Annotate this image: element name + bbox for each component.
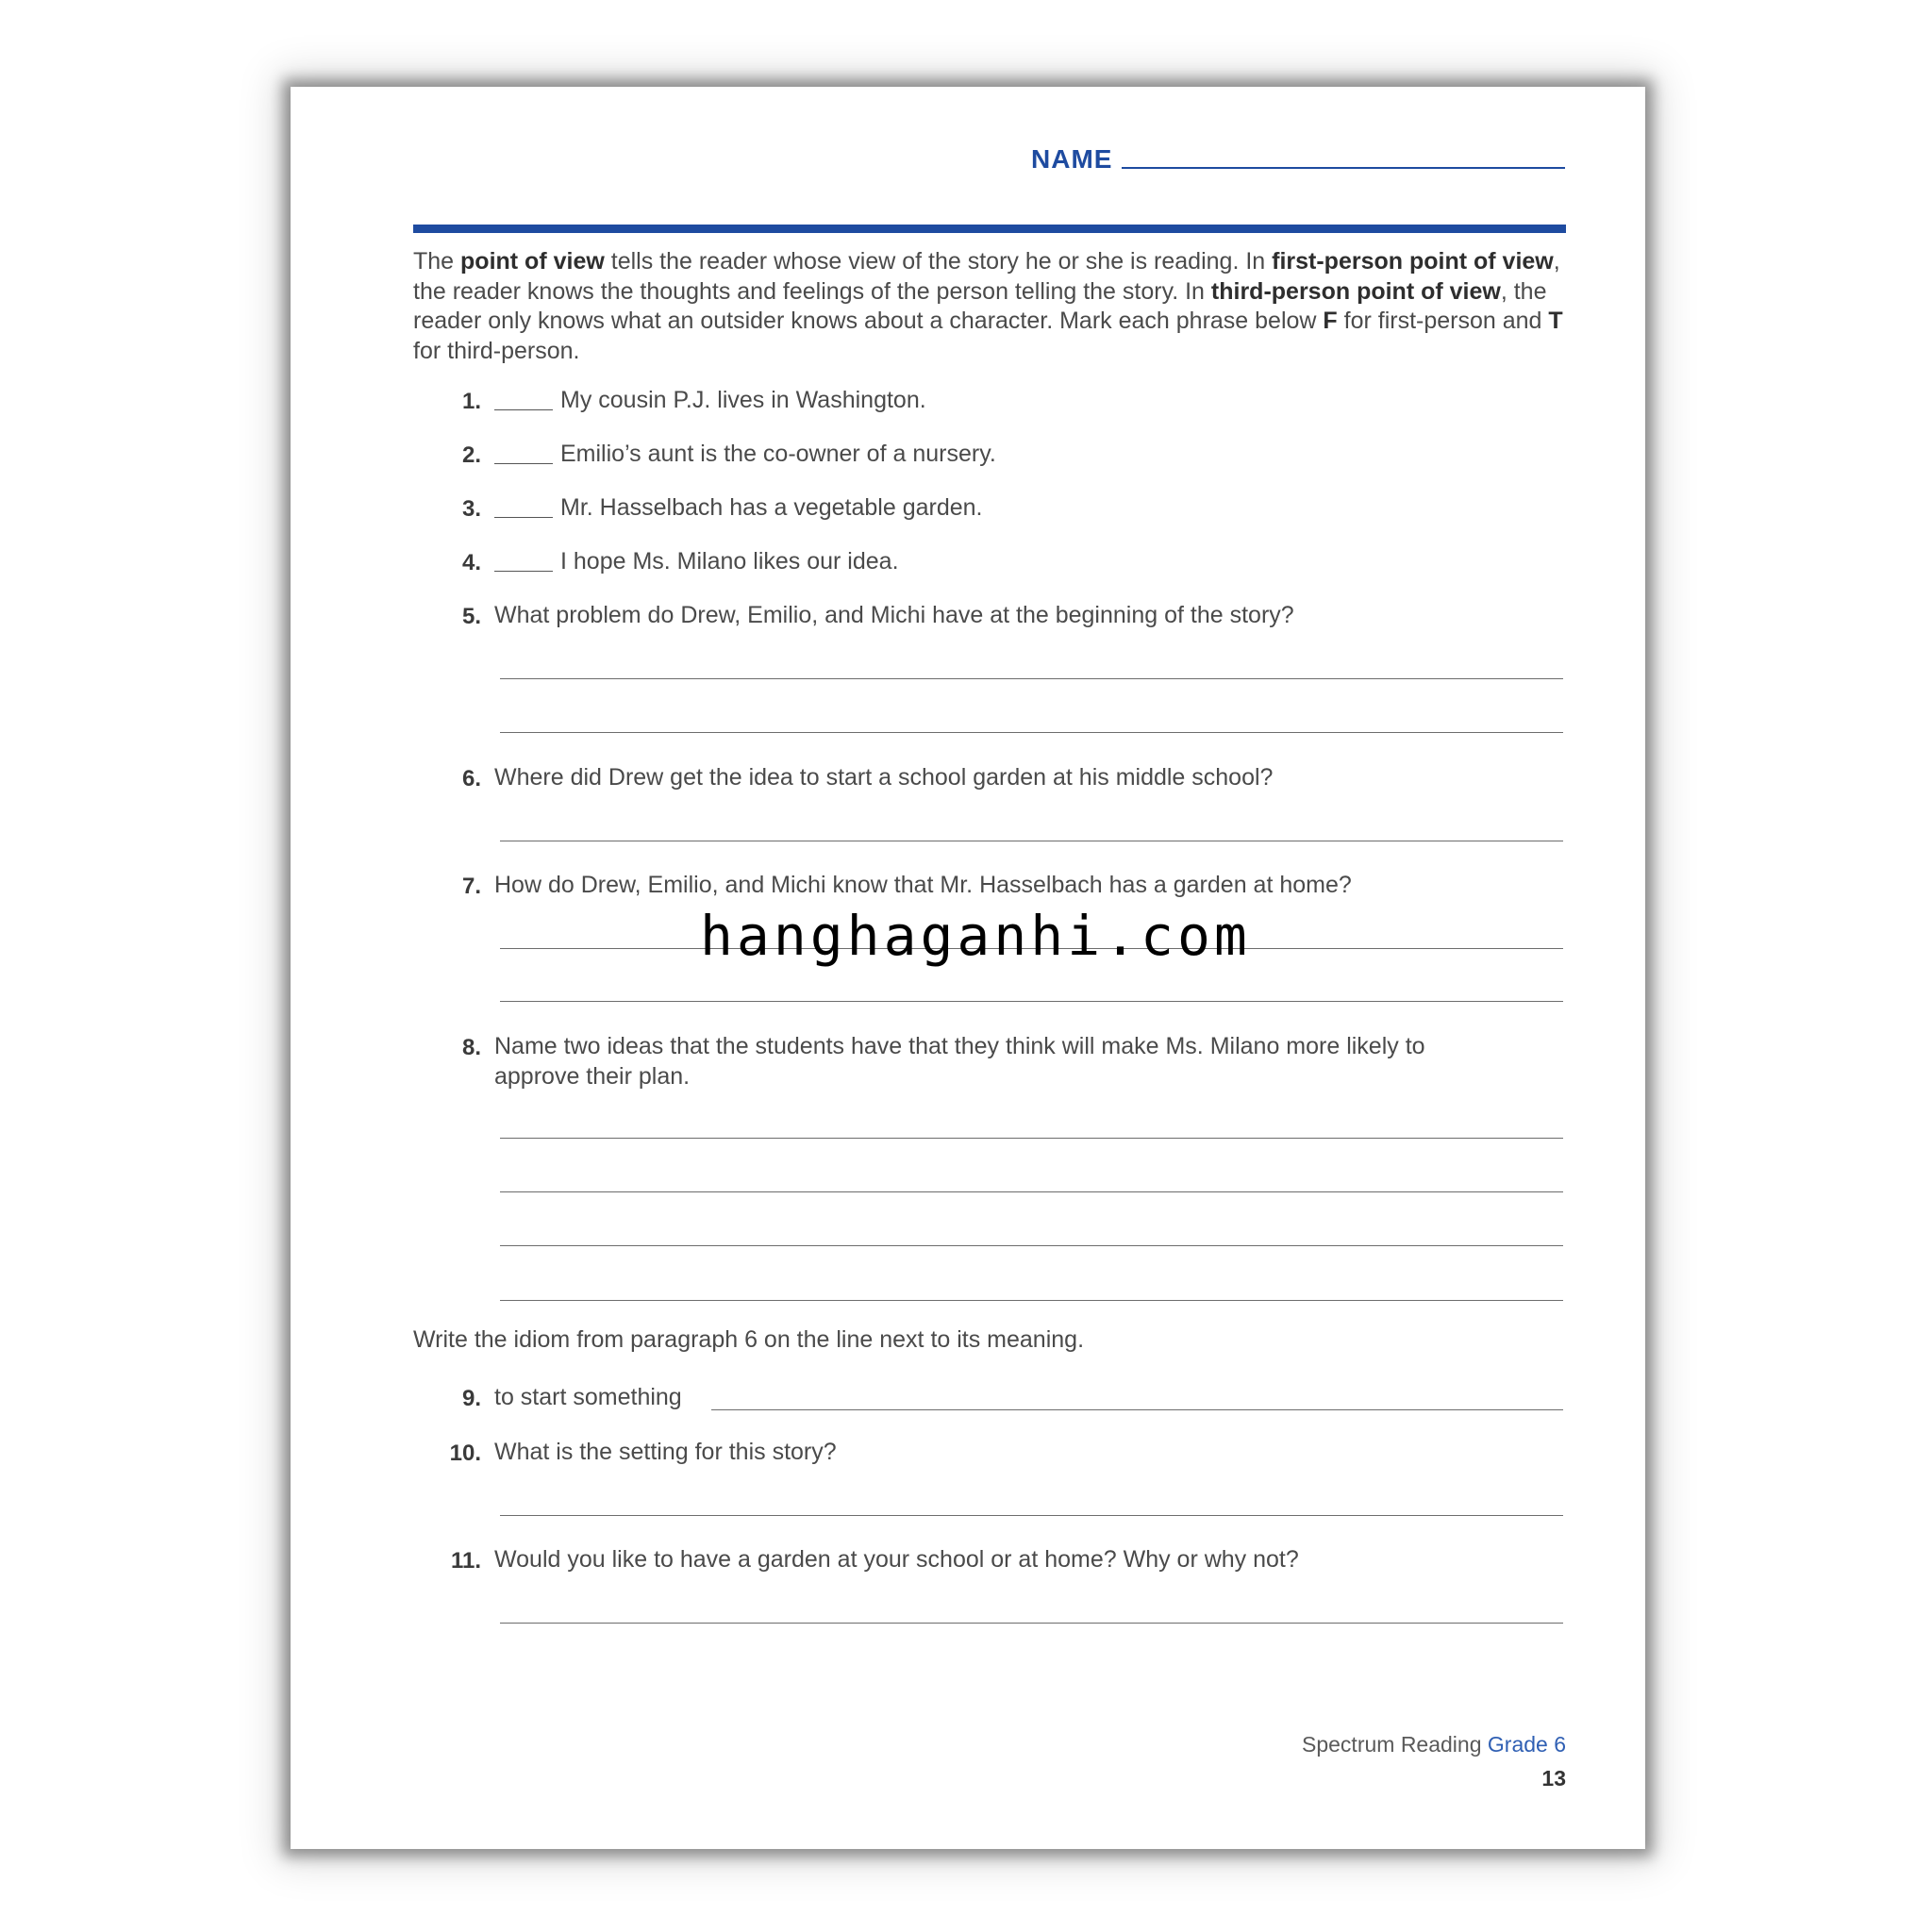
question-number: 9. — [461, 1386, 481, 1411]
name-label: NAME — [1031, 144, 1113, 174]
answer-blank[interactable] — [494, 409, 553, 410]
idiom-instruction: Write the idiom from paragraph 6 on the line next to its meaning. — [413, 1326, 1085, 1353]
answer-line[interactable] — [500, 732, 1563, 733]
question-number: 4. — [461, 550, 481, 575]
answer-line[interactable] — [500, 1623, 1563, 1624]
answer-line[interactable] — [500, 1245, 1563, 1246]
answer-line[interactable] — [500, 678, 1563, 679]
question-number: 3. — [461, 496, 481, 522]
answer-line[interactable] — [500, 1515, 1563, 1516]
question-text: My cousin P.J. lives in Washington. — [494, 386, 926, 416]
question-number: 6. — [461, 766, 481, 791]
header-rule — [413, 225, 1566, 233]
watermark: hanghaganhi.com — [700, 904, 1251, 968]
question-number: 8. — [461, 1035, 481, 1060]
answer-line[interactable] — [500, 1191, 1563, 1192]
question-text: What is the setting for this story? — [494, 1439, 837, 1465]
name-field — [1031, 144, 1565, 175]
answer-blank[interactable] — [494, 571, 553, 572]
answer-line[interactable] — [500, 1001, 1563, 1002]
answer-line[interactable] — [711, 1409, 1563, 1410]
question-text: Would you like to have a garden at your school or at home? Why or why not? — [494, 1546, 1299, 1573]
question-text: Name two ideas that the students have that they think will make Ms. Milano more likely to approve their plan. — [494, 1033, 1425, 1090]
answer-line[interactable] — [500, 1138, 1563, 1139]
footer-brand: Spectrum Reading Grade 6 — [1302, 1732, 1566, 1757]
answer-line[interactable] — [500, 1300, 1563, 1301]
question-text: Emilio’s aunt is the co-owner of a nursery. — [494, 440, 996, 470]
answer-blank[interactable] — [494, 517, 553, 518]
question-number: 5. — [461, 604, 481, 629]
intro-paragraph: The point of view tells the reader whose view of the story he or she is reading. In first-person point of view, the reader knows the thoughts and feelings of the person telling the story. In third-person point of view, the reader only knows what an outsider knows about a character. Mark each phrase below F for first-person and T for third-person. — [413, 248, 1563, 364]
answer-blank[interactable] — [494, 463, 553, 464]
page-number: 13 — [1541, 1766, 1566, 1790]
question-text: How do Drew, Emilio, and Michi know that Mr. Hasselbach has a garden at home? — [494, 872, 1352, 898]
question-text: Where did Drew get the idea to start a school garden at his middle school? — [494, 764, 1274, 791]
name-line[interactable] — [1122, 167, 1565, 169]
question-text: I hope Ms. Milano likes our idea. — [494, 547, 899, 577]
question-number: 10. — [449, 1441, 481, 1466]
question-text: Mr. Hasselbach has a vegetable garden. — [494, 493, 983, 524]
question-number: 2. — [461, 442, 481, 468]
question-text: What problem do Drew, Emilio, and Michi have at the beginning of the story? — [494, 602, 1294, 628]
question-text: to start something — [494, 1384, 682, 1410]
question-number: 1. — [461, 389, 481, 414]
question-number: 11. — [450, 1548, 481, 1574]
question-number: 7. — [461, 874, 481, 899]
